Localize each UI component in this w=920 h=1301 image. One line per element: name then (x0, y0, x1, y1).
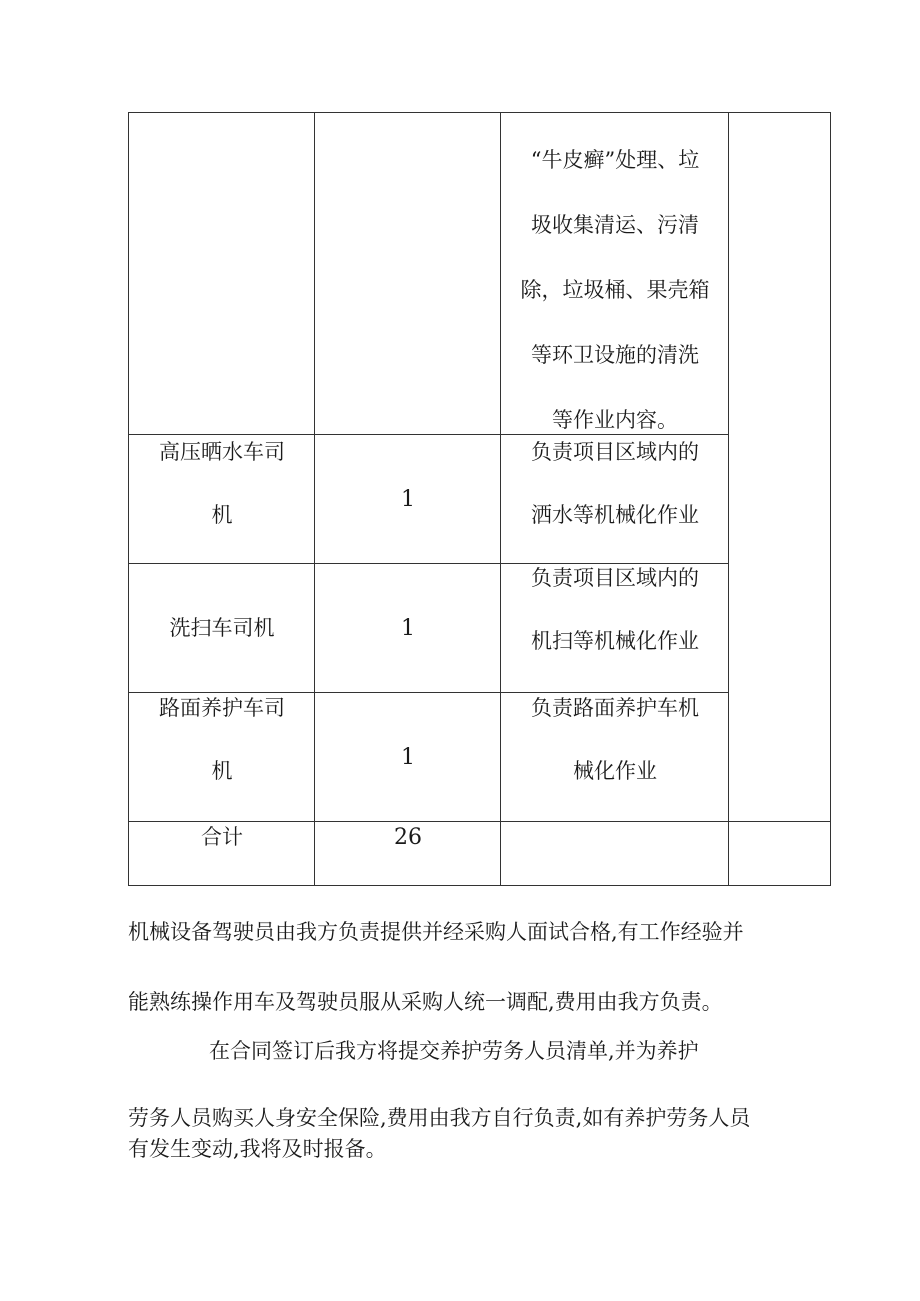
paragraph-line: 机械设备驾驶员由我方负责提供并经采购人面试合格,有工作经验并 (128, 920, 744, 944)
table-border-right (830, 112, 831, 886)
table-cell-count: 26 (394, 825, 422, 850)
table-cell-role: 洗扫车司机 (169, 616, 275, 640)
paragraph-line: 能熟练操作用车及驾驶员服从采购人统一调配,费用由我方负责。 (128, 990, 723, 1014)
paragraph-line: 有发生变动,我将及时报备。 (128, 1137, 387, 1161)
table-cell-duty: 负责项目区域内的 洒水等机械化作业 (531, 440, 699, 527)
table-cell-duty: “牛皮癣”处理、垃 圾收集清运、污清 除，垃圾桶、果壳箱 等环卫设施的清洗 等作业内容。 (520, 148, 710, 432)
table-cell-count: 1 (401, 487, 415, 512)
table-col-divider (500, 112, 501, 886)
table-cell-count: 1 (401, 616, 415, 641)
paragraph-line: 在合同签订后我方将提交养护劳务人员清单,并为养护 (209, 1039, 699, 1063)
table-col-divider (728, 112, 729, 886)
table-cell-role: 高压晒水车司 机 (159, 440, 285, 527)
table-col-divider (314, 112, 315, 886)
table-cell-count: 1 (401, 745, 415, 770)
table-cell-duty: 负责项目区域内的 机扫等机械化作业 (531, 566, 699, 653)
table-cell-duty: 负责路面养护车机 械化作业 (531, 696, 699, 783)
table-border-top (128, 112, 831, 113)
table-border-left (128, 112, 129, 886)
table-cell-role: 合计 (201, 825, 243, 849)
table-border-bottom (128, 885, 831, 886)
paragraph-line: 劳务人员购买人身安全保险,费用由我方自行负责,如有养护劳务人员 (128, 1106, 751, 1130)
staff-table (128, 112, 831, 886)
table-cell-role: 路面养护车司 机 (159, 696, 285, 783)
